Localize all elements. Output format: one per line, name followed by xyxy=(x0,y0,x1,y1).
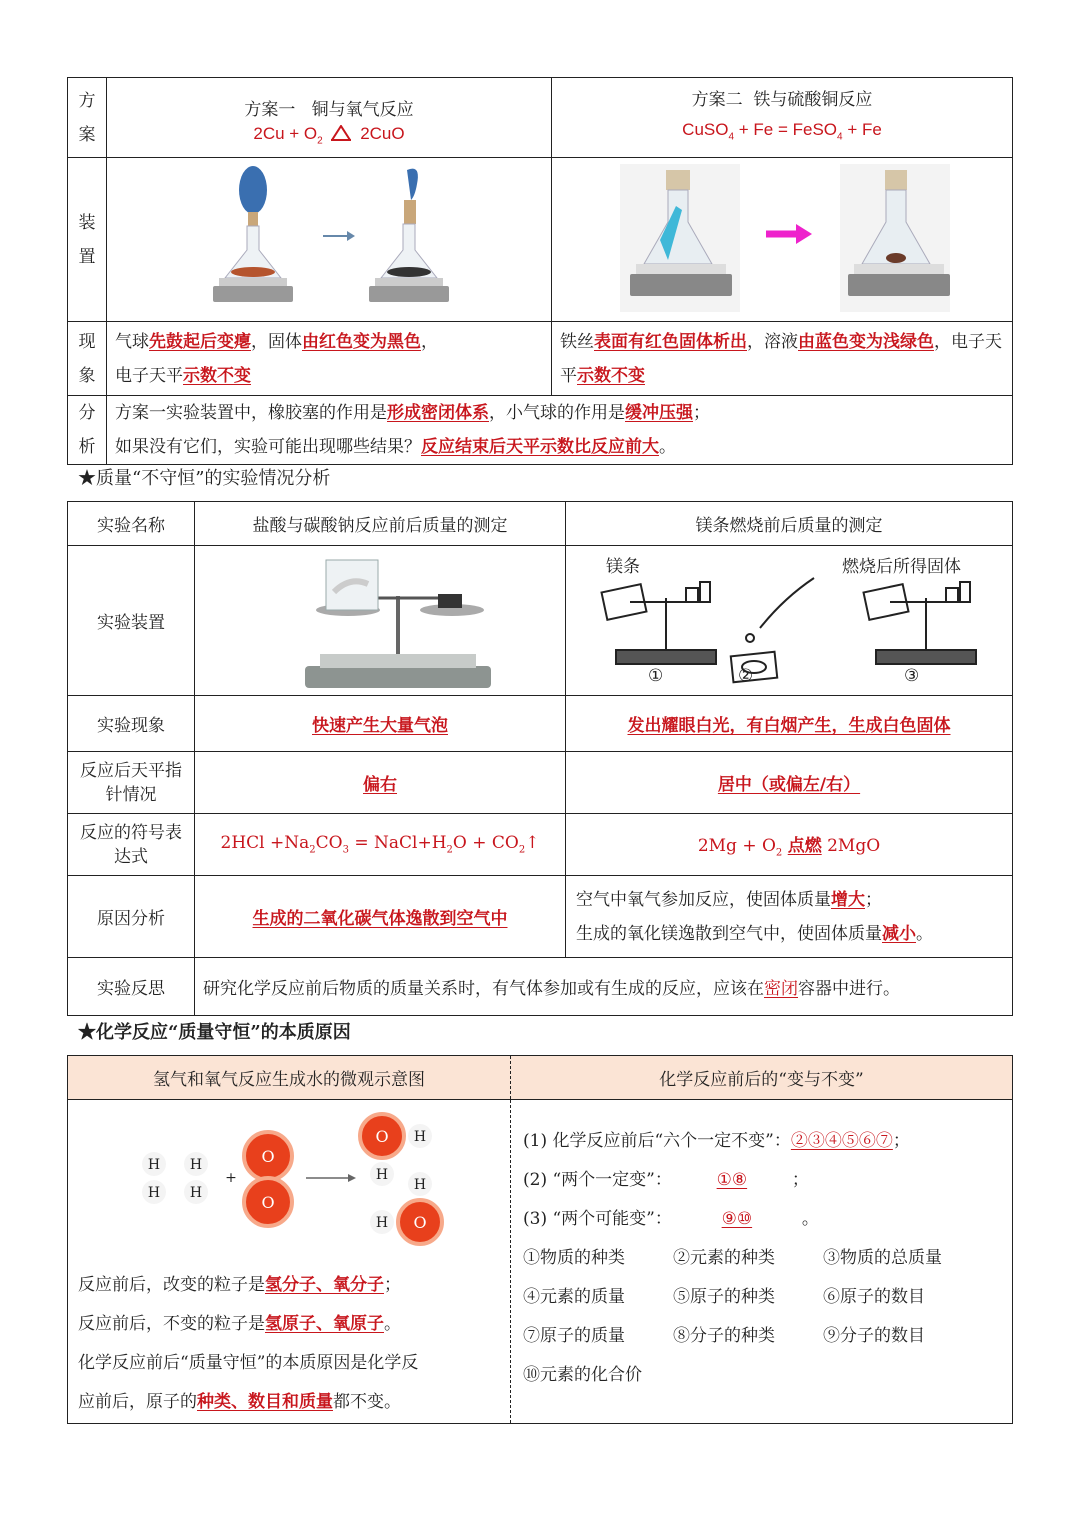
t3-left-cell xyxy=(68,1100,511,1424)
r4-c1: 偏右 xyxy=(363,775,397,795)
phen1-text: 气球 xyxy=(115,331,149,352)
r7-label: 实验反思 xyxy=(68,958,195,1016)
mg-figure-cell xyxy=(566,546,1013,696)
fig-num-1: ① xyxy=(648,666,664,686)
option-item: ⑦原子的质量 xyxy=(523,1326,625,1346)
eq-part: O + CO xyxy=(452,833,519,854)
r5-label: 反应的符号表达式 xyxy=(68,814,195,876)
plan1-eq-sub: 2 xyxy=(317,135,323,147)
atom-h: H xyxy=(413,1177,427,1193)
phen1-answer-balloon: 先鼓起后变瘪 xyxy=(149,331,251,352)
heading-conservation-reason: ★化学反应“质量守恒”的本质原因 xyxy=(78,1022,351,1043)
option-item: ⑨分子的数目 xyxy=(823,1326,925,1346)
eq-sub: 2 xyxy=(309,844,316,856)
left-answer-changed: 氢分子、氧分子 xyxy=(265,1275,384,1295)
eq-part: 2HCl +Na xyxy=(220,833,310,854)
q3-text: (3) “两个可能变”： xyxy=(523,1209,672,1229)
left-answer-atoms: 种类、数目和质量 xyxy=(197,1392,333,1412)
q1-end: ； xyxy=(892,1131,910,1151)
r7-cell xyxy=(195,958,1013,1016)
plan2-eq-sub1: 4 xyxy=(728,131,735,143)
eq-part: 2Mg + O xyxy=(697,835,776,856)
t3-left-text xyxy=(68,1260,510,1422)
balance-figure-cell xyxy=(195,546,566,696)
plan2-eq-c: + Fe xyxy=(842,119,882,139)
table-copper-iron xyxy=(67,77,1013,465)
ana-text: ，小气球的作用是 xyxy=(489,403,625,423)
phen2-text: ，溶液 xyxy=(747,331,798,352)
option-item: ④元素的质量 xyxy=(523,1287,625,1307)
option-item: ②元素的种类 xyxy=(673,1248,775,1268)
options-grid xyxy=(523,1239,1002,1395)
eq-sub: 2 xyxy=(518,844,526,856)
phen2-answer-iron: 表面有红色固体析出 xyxy=(594,331,747,352)
fig-num-3: ③ xyxy=(904,666,920,686)
r4-c2: 居中（或偏左/右） xyxy=(717,775,861,795)
eq-sub: 3 xyxy=(342,844,349,856)
r6-answer-increase: 增大 xyxy=(831,889,865,910)
plan1-equation xyxy=(115,124,543,146)
ana-cell xyxy=(107,396,1013,465)
t3-right-cell xyxy=(511,1100,1013,1424)
r1-c2: 镁条燃烧前后质量的测定 xyxy=(566,502,1013,546)
table-not-conserved xyxy=(67,501,1013,1016)
copper-device-figure xyxy=(115,160,535,320)
ana-text: 如果没有它们，实验可能出现哪些结果？ xyxy=(115,437,421,457)
plan2-eq-a: CuSO xyxy=(682,119,729,139)
eq-condition: 点燃 xyxy=(787,835,822,856)
water-molecule-figure xyxy=(68,1100,508,1260)
option-item: ⑤原子的种类 xyxy=(673,1287,775,1307)
r7-text: 研究化学反应前后物质的质量关系时，有气体参加或有生成的反应，应该在 xyxy=(203,979,764,999)
r6-text: 空气中氧气参加反应，使固体质量 xyxy=(576,889,831,910)
phen2-answer-solution: 由蓝色变为浅绿色 xyxy=(798,331,934,352)
plus-sign: + xyxy=(225,1170,237,1186)
ana-text: 。 xyxy=(659,437,676,457)
plan1-title: 方案一 铜与氧气反应 xyxy=(244,99,414,120)
option-item: ⑥原子的数目 xyxy=(823,1287,925,1307)
left-text: 都不变。 xyxy=(333,1392,401,1412)
q2-text: (2) “两个一定变”： xyxy=(523,1170,672,1190)
r1-c1: 盐酸与碳酸钠反应前后质量的测定 xyxy=(195,502,566,546)
device1-cell xyxy=(107,158,552,322)
r2-label: 实验装置 xyxy=(68,546,195,696)
eq-part: 2MgO xyxy=(821,835,881,856)
eq-part: = NaCl+H xyxy=(348,833,447,854)
r6-text: 。 xyxy=(916,923,933,944)
plan1-eq-a: 2Cu + O xyxy=(253,123,318,143)
r6-c2 xyxy=(566,876,1013,958)
plan2-title: 方案二 铁与硫酸铜反应 xyxy=(691,89,873,110)
phen1-cell xyxy=(107,322,552,396)
ana-answer-balloon: 缓冲压强 xyxy=(625,403,693,423)
left-text: 反应前后，改变的粒子是 xyxy=(78,1275,265,1295)
iron-device-figure xyxy=(560,160,990,320)
atom-h: H xyxy=(189,1185,203,1201)
phen2-text: ，电子天平 xyxy=(560,331,1002,386)
atom-h: H xyxy=(375,1215,389,1231)
ana-text: ； xyxy=(693,403,710,423)
r7-answer: 密闭 xyxy=(764,979,798,999)
phen2-cell xyxy=(552,322,1013,396)
plan2-eq-sub2: 4 xyxy=(837,131,843,143)
atom-h: H xyxy=(147,1185,161,1201)
plan1-cell xyxy=(107,78,552,158)
phen2-text: 铁丝 xyxy=(560,331,594,352)
phen1-answer-solid: 由红色变为黑色 xyxy=(302,331,421,352)
phen1-text: 电子天平 xyxy=(115,365,183,386)
q1-text: (1) 化学反应前后“六个一定不变”： xyxy=(523,1131,791,1151)
q3-answer: ⑨⑩ xyxy=(721,1209,753,1229)
r6-answer-decrease: 减小 xyxy=(882,923,916,944)
left-text: 应前后，原子的 xyxy=(78,1392,197,1412)
plan2-cell xyxy=(552,78,1013,158)
phen-label: 现 象 xyxy=(68,322,107,396)
eq-sub: 2 xyxy=(775,847,783,859)
phen1-text: ， xyxy=(421,331,438,352)
left-text: 化学反应前后“质量守恒”的本质原因是化学反 xyxy=(78,1353,419,1373)
left-text: 反应前后，不变的粒子是 xyxy=(78,1314,265,1334)
plan1-eq-b: 2CuO xyxy=(360,123,405,143)
fig-solid-label: 燃烧后所得固体 xyxy=(842,557,961,577)
ana-answer-result: 反应结束后天平示数比反应前大 xyxy=(421,437,659,457)
eq-part: CO xyxy=(315,833,343,854)
fig-num-2: ② xyxy=(738,666,754,686)
r6-text: ； xyxy=(865,889,882,910)
option-item: ③物质的总质量 xyxy=(823,1248,942,1268)
atom-h: H xyxy=(375,1167,389,1183)
q1-answer: ②③④⑤⑥⑦ xyxy=(790,1131,893,1151)
atom-h: H xyxy=(413,1129,427,1145)
atom-o: O xyxy=(375,1127,389,1146)
ana-label: 分 析 xyxy=(68,396,107,465)
option-item: ①物质的种类 xyxy=(523,1248,625,1268)
plan2-eq-b: + Fe = FeSO xyxy=(734,119,838,139)
device2-cell xyxy=(552,158,1013,322)
r6-text: 生成的氧化镁逸散到空气中，使固体质量 xyxy=(576,923,882,944)
atom-o: O xyxy=(413,1213,427,1232)
atom-o: O xyxy=(261,1193,275,1212)
option-item: ⑧分子的种类 xyxy=(673,1326,775,1346)
r3-c1: 快速产生大量气泡 xyxy=(312,716,448,736)
heading-not-conserved: ★质量“不守恒”的实验情况分析 xyxy=(78,468,331,489)
q2-end: ； xyxy=(791,1170,809,1190)
r5-c1 xyxy=(195,814,566,876)
t3-head-left: 氢气和氧气反应生成水的微观示意图 xyxy=(68,1056,511,1100)
left-answer-unchanged: 氢原子、氧原子 xyxy=(265,1314,384,1334)
r5-c2 xyxy=(566,814,1013,876)
r4-label: 反应后天平指针情况 xyxy=(68,752,195,814)
atom-h: H xyxy=(147,1157,161,1173)
fig-mg-label: 镁条 xyxy=(606,557,640,577)
plan2-equation xyxy=(560,120,1004,142)
atom-h: H xyxy=(189,1157,203,1173)
ana-text: 方案一实验装置中，橡胶塞的作用是 xyxy=(115,403,387,423)
t3-head-right: 化学反应前后的“变与不变” xyxy=(511,1056,1013,1100)
phen1-answer-balance: 示数不变 xyxy=(183,365,251,386)
device-label: 装 置 xyxy=(68,158,107,322)
left-text: ； xyxy=(384,1275,401,1295)
q2-answer: ①⑧ xyxy=(716,1170,748,1190)
q3-end: 。 xyxy=(801,1209,819,1229)
heat-triangle-icon xyxy=(331,125,351,141)
eq-sub: 2 xyxy=(446,844,453,856)
phen2-answer-balance: 示数不变 xyxy=(577,365,645,386)
r6-label: 原因分析 xyxy=(68,876,195,958)
atom-o: O xyxy=(261,1147,275,1166)
ana-answer-stopper: 形成密闭体系 xyxy=(387,403,489,423)
left-text: 。 xyxy=(384,1314,401,1334)
plan-label: 方 案 xyxy=(68,78,107,158)
r3-c2: 发出耀眼白光，有白烟产生，生成白色固体 xyxy=(627,716,951,736)
table-conservation xyxy=(67,1055,1013,1424)
r1-label: 实验名称 xyxy=(68,502,195,546)
r6-c1: 生成的二氧化碳气体逸散到空气中 xyxy=(252,909,508,929)
option-item: ⑩元素的化合价 xyxy=(523,1365,642,1385)
r3-label: 实验现象 xyxy=(68,696,195,752)
r7-text: 容器中进行。 xyxy=(798,979,900,999)
phen1-text: ，固体 xyxy=(251,331,302,352)
beaker-balance-figure xyxy=(210,548,550,694)
gas-arrow-icon: ↑ xyxy=(525,833,540,854)
